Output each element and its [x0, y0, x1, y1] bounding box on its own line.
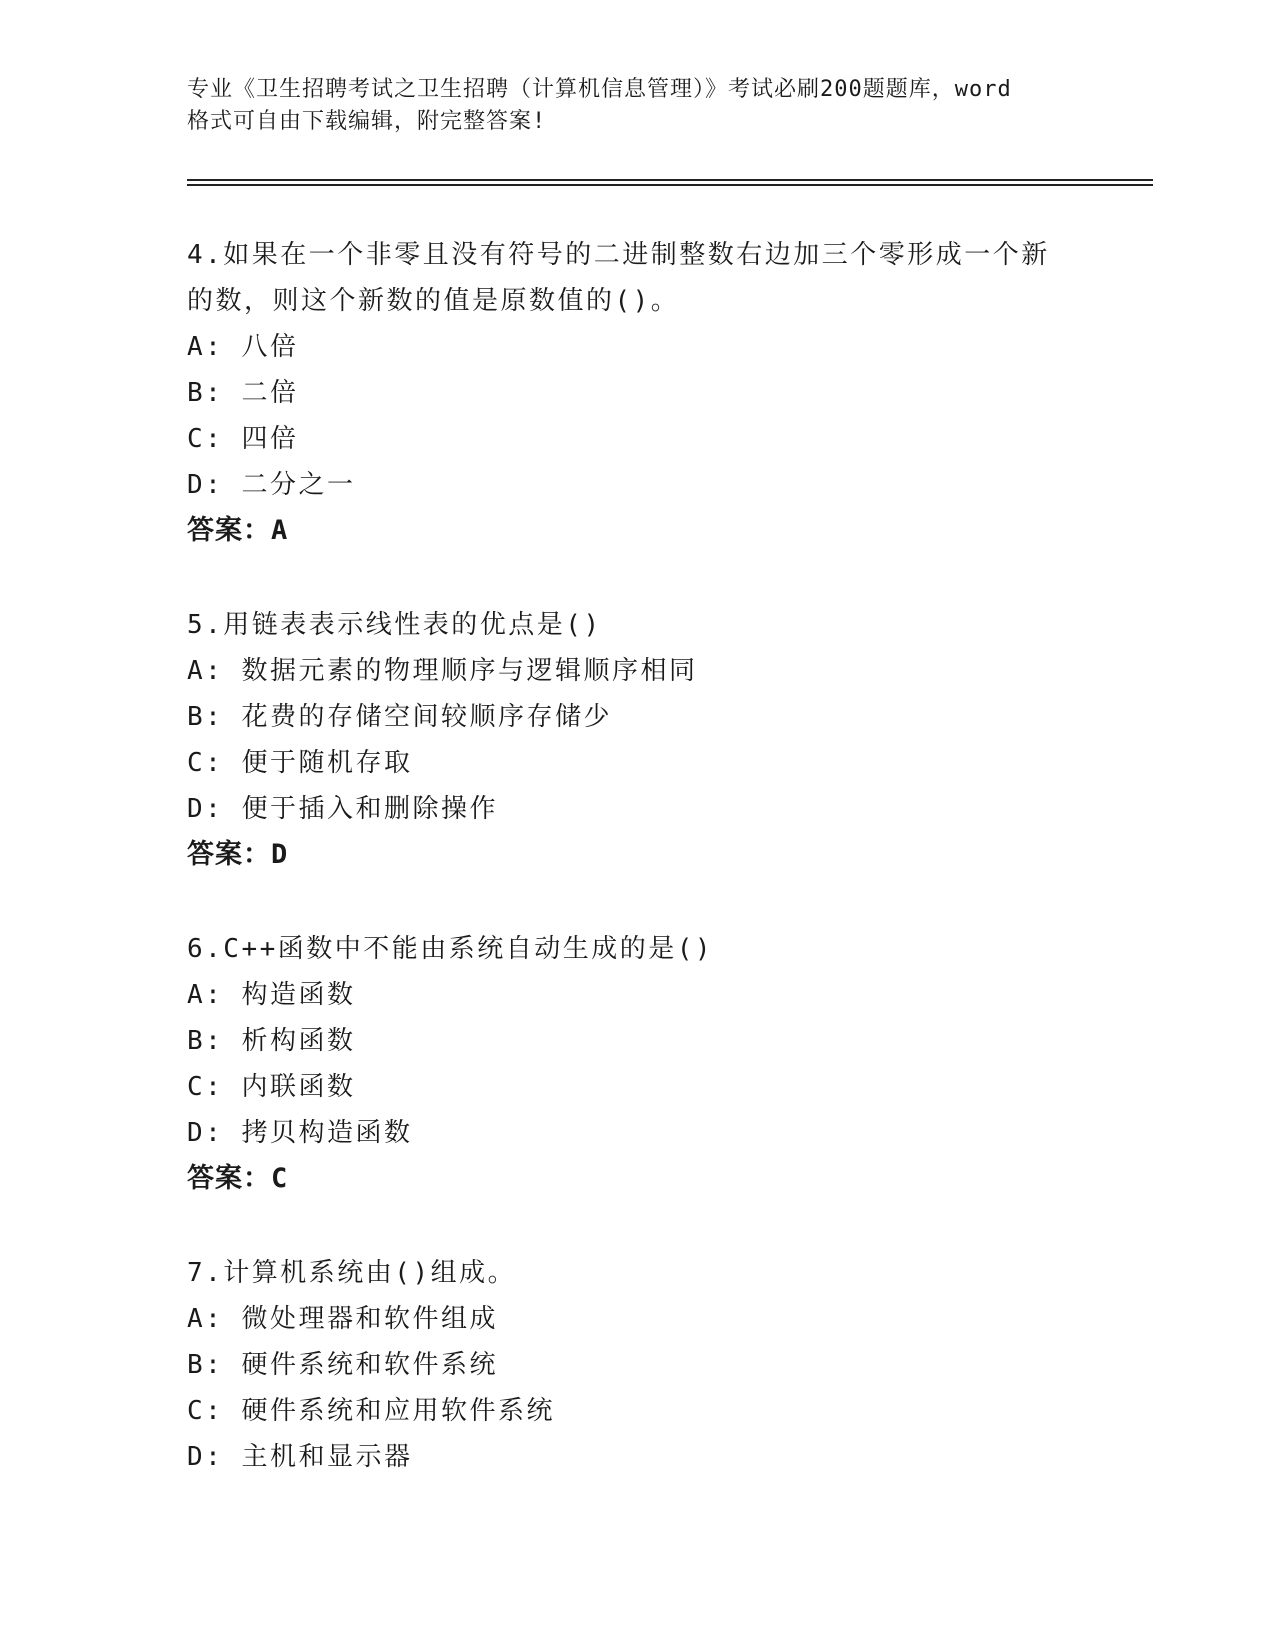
header-divider-bottom — [187, 184, 1153, 186]
answer-label: 答案：D — [187, 839, 289, 870]
question-5 — [187, 602, 1087, 878]
option-c: C: 内联函数 — [187, 1072, 356, 1102]
question-4 — [187, 232, 1087, 554]
document-header — [187, 74, 1087, 138]
option-d: D: 二分之一 — [187, 470, 356, 500]
option-a: A: 微处理器和软件组成 — [187, 1304, 498, 1334]
option-a: A: 数据元素的物理顺序与逻辑顺序相同 — [187, 656, 698, 686]
header-line-2: 格式可自由下载编辑，附完整答案! — [187, 109, 547, 134]
question-list — [187, 232, 1087, 1528]
header-divider-top — [187, 179, 1153, 181]
question-stem-line: 4.如果在一个非零且没有符号的二进制整数右边加三个零形成一个新 — [187, 240, 1050, 270]
answer-label: 答案：A — [187, 515, 289, 546]
header-line-1: 专业《卫生招聘考试之卫生招聘（计算机信息管理）》考试必刷200题题库，word — [187, 77, 1012, 102]
option-d: D: 拷贝构造函数 — [187, 1118, 413, 1148]
question-stem-line: 的数，则这个新数的值是原数值的()。 — [187, 286, 680, 316]
option-b: B: 花费的存储空间较顺序存储少 — [187, 702, 612, 732]
question-stem-line: 6.C++函数中不能由系统自动生成的是() — [187, 934, 714, 964]
question-stem-line: 5.用链表表示线性表的优点是() — [187, 610, 602, 640]
option-a: A: 构造函数 — [187, 980, 356, 1010]
option-c: C: 便于随机存取 — [187, 748, 413, 778]
question-6 — [187, 926, 1087, 1202]
option-c: C: 四倍 — [187, 424, 299, 454]
answer-label: 答案：C — [187, 1163, 289, 1194]
option-d: D: 主机和显示器 — [187, 1442, 413, 1472]
option-b: B: 析构函数 — [187, 1026, 356, 1056]
question-7 — [187, 1250, 1087, 1480]
option-c: C: 硬件系统和应用软件系统 — [187, 1396, 555, 1426]
question-stem-line: 7.计算机系统由()组成。 — [187, 1258, 517, 1288]
option-b: B: 二倍 — [187, 378, 299, 408]
option-b: B: 硬件系统和软件系统 — [187, 1350, 498, 1380]
option-d: D: 便于插入和删除操作 — [187, 794, 498, 824]
option-a: A: 八倍 — [187, 332, 299, 362]
